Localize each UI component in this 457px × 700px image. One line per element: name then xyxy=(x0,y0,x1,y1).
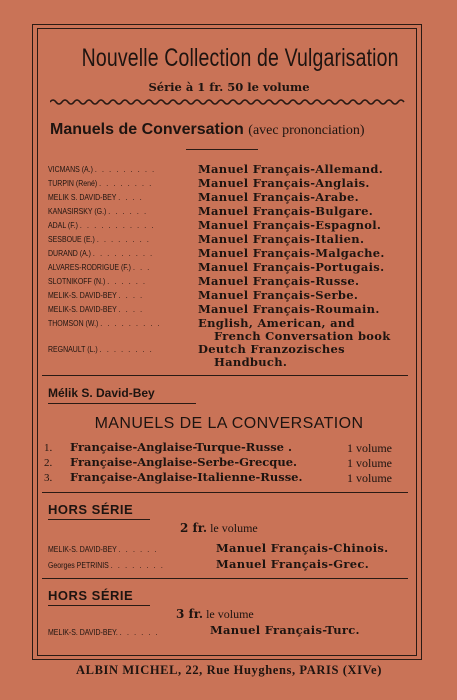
hors-serie-heading: HORS SÉRIE xyxy=(48,588,134,603)
list-item-author: THOMSON (W.) . . . . . . . . . xyxy=(48,318,162,328)
list-item-author: Georges PETRINIS . . . . . . . . xyxy=(48,560,165,570)
author-underline xyxy=(48,403,196,404)
list-item-author: ALVARES-RODRIGUE (F.) . . . xyxy=(48,262,151,272)
section-title: Manuels de Conversation xyxy=(50,121,244,138)
list-item-title: Manuel Français-Arabe. xyxy=(198,190,359,204)
list-item-title: Manuel Français-Bulgare. xyxy=(198,204,374,218)
list-item-author: ADAL (F.) . . . . . . . . . . . xyxy=(48,220,156,230)
author-heading: Mélik S. David-Bey xyxy=(48,386,155,400)
list-item-number: 2. xyxy=(44,457,53,469)
list-item-title: Manuel Français-Malgache. xyxy=(198,246,385,260)
list-item-title: Française-Anglaise-Italienne-Russe. xyxy=(70,470,303,484)
list-item-title: Manuel Français-Grec. xyxy=(216,557,369,571)
hors-serie-underline xyxy=(48,519,150,520)
series-price: Série à 1 fr. 50 le volume xyxy=(148,80,310,94)
hors-serie-underline xyxy=(48,605,150,606)
list-item-author: REGNAULT (L.) . . . . . . . . xyxy=(48,344,154,354)
list-item-title: Manuel Français-Espagnol. xyxy=(198,218,382,232)
list-item-author: KANASIRSKY (G.) . . . . . . xyxy=(48,206,148,216)
list-item-volume: 1 volume xyxy=(347,456,392,470)
list-item-author: MELIK S. DAVID-BEY . . . . xyxy=(48,192,144,202)
hors-serie-heading: HORS SÉRIE xyxy=(48,502,134,517)
short-rule xyxy=(186,149,258,150)
hors-serie-price: 2 fr. le volume xyxy=(180,521,258,535)
hors-serie-price: 3 fr. le volume xyxy=(176,607,254,621)
list-item-author: TURPIN (René) . . . . . . . . xyxy=(48,178,153,188)
list-item-number: 3. xyxy=(44,472,53,484)
list-item-title-cont: French Conversation book xyxy=(214,329,391,343)
wavy-divider xyxy=(50,98,408,106)
list-item-number: 1. xyxy=(44,442,53,454)
list-item-title: Française-Anglaise-Turque-Russe . xyxy=(70,440,292,454)
list-item-author: VICMANS (A.) . . . . . . . . . xyxy=(48,164,156,174)
list-item-title: Deutch Franzozisches xyxy=(198,342,345,356)
section-conversation-heading xyxy=(50,121,365,139)
list-item-author: MELIK-S. DAVID-BEY . . . . xyxy=(48,290,144,300)
list-item-author: MELIK-S. DAVID-BEY . . . . xyxy=(48,304,144,314)
list-item-title: Manuel Français-Serbe. xyxy=(198,288,359,302)
list-item-title: Manuel Français-Anglais. xyxy=(198,176,370,190)
list-item-title: Manuel Français-Turc. xyxy=(210,623,360,637)
list-item-author: MELIK-S. DAVID-BEY. . . . . . . xyxy=(48,627,160,637)
collection-title: Nouvelle Collection de Vulgarisation xyxy=(81,44,399,72)
publisher-footer: ALBIN MICHEL, 22, Rue Huyghens, PARIS (XIVe) xyxy=(76,663,382,677)
list-item-title: Manuel Français-Italien. xyxy=(198,232,365,246)
conversation-title: MANUELS DE LA CONVERSATION xyxy=(94,415,364,432)
list-item-volume: 1 volume xyxy=(347,441,392,455)
list-item-title: Manuel Français-Russe. xyxy=(198,274,360,288)
list-item-author: MELIK-S. DAVID-BEY . . . . . . xyxy=(48,544,158,554)
divider xyxy=(42,375,408,376)
list-item-title: Manuel Français-Allemand. xyxy=(198,162,383,176)
list-item-author: DURAND (A.) . . . . . . . . . xyxy=(48,248,154,258)
section-subtitle: (avec prononciation) xyxy=(248,123,365,138)
list-item-title: Manuel Français-Chinois. xyxy=(216,541,389,555)
list-item-title: English, American, and xyxy=(198,316,355,330)
divider xyxy=(42,578,408,579)
list-item-title: Française-Anglaise-Serbe-Grecque. xyxy=(70,455,298,469)
list-item-title-cont: Handbuch. xyxy=(214,355,288,369)
list-item-volume: 1 volume xyxy=(347,471,392,485)
list-item-title: Manuel Français-Roumain. xyxy=(198,302,380,316)
list-item-author: SLOTNIKOFF (N.) . . . . . . xyxy=(48,276,147,286)
list-item-title: Manuel Français-Portugais. xyxy=(198,260,385,274)
divider xyxy=(42,492,408,493)
list-item-author: SESBOUE (E.) . . . . . . . . xyxy=(48,234,151,244)
